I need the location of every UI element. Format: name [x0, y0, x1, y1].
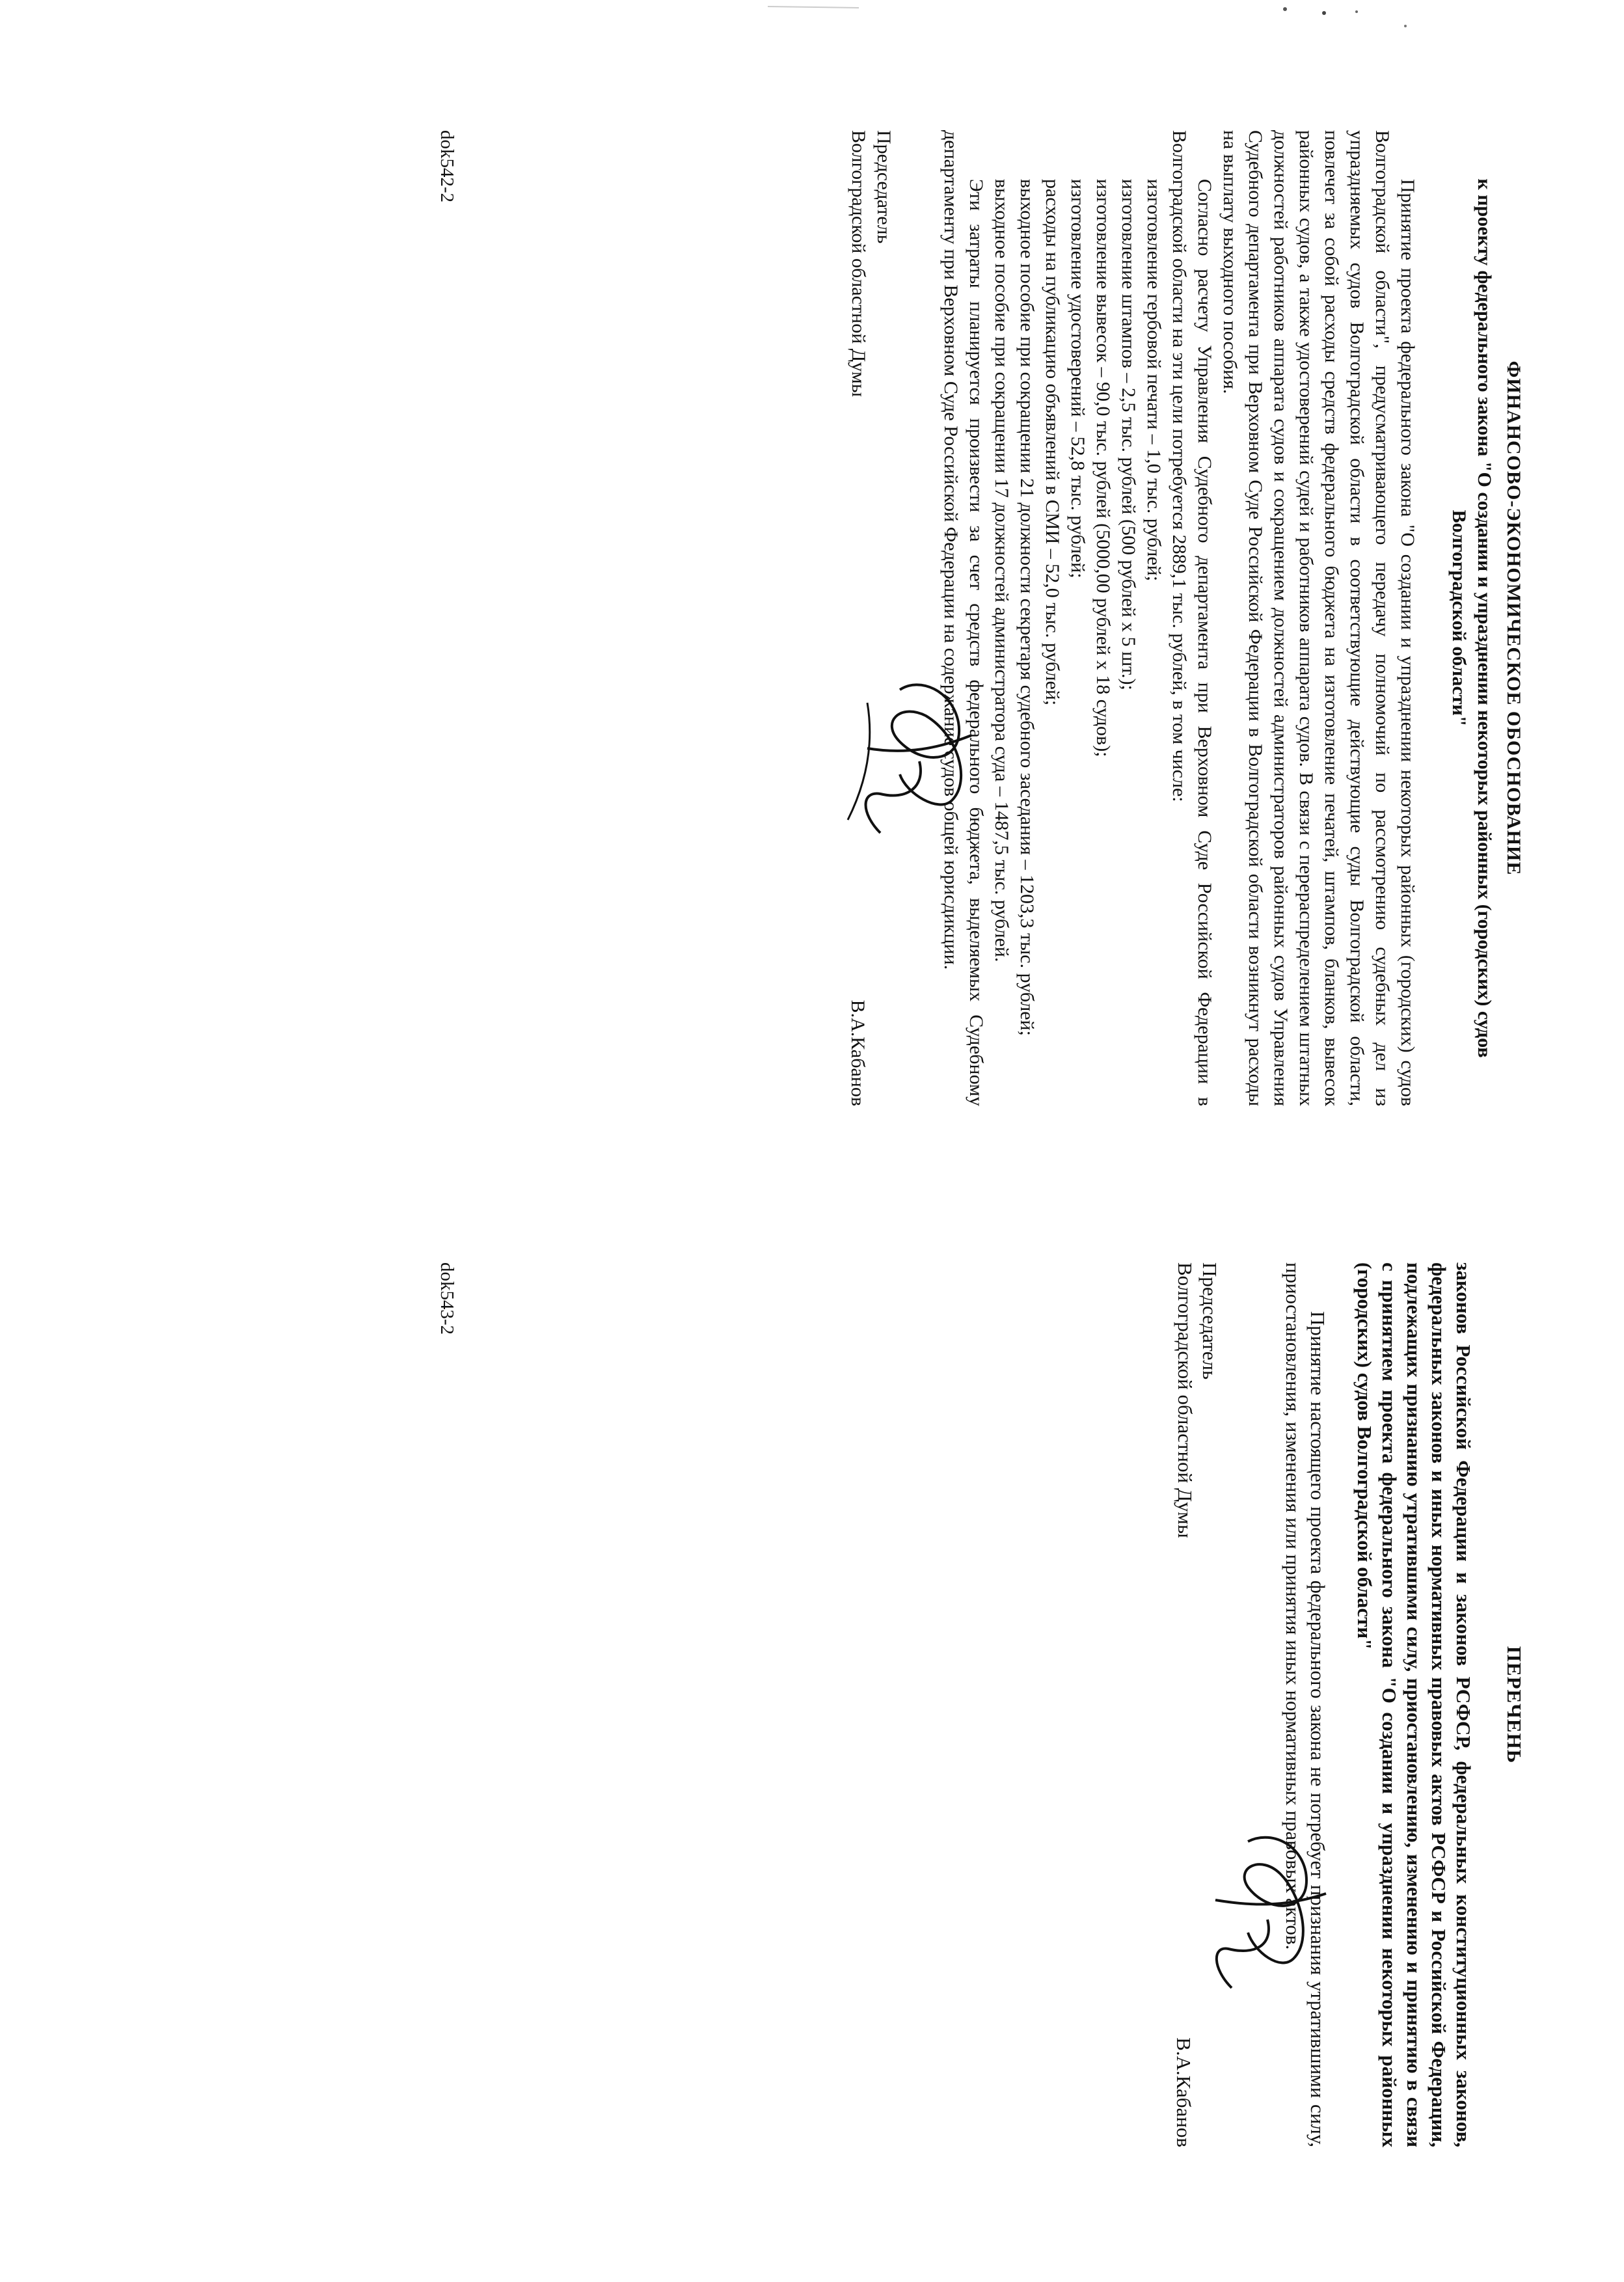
document-subtitle: к проекту федерального закона "О создании и упразднении некоторых районных (городских) судов Волгоградской области": [1448, 178, 1495, 1058]
closing-paragraph: Эти затраты планируется произвести за счет средств федерального бюджета, выделяемых Судебному департаменту при Верховном Суде Российской Федерации на содержание судов общей юрисдикции.: [940, 130, 987, 1106]
signature-block: [1144, 1262, 1222, 2147]
list-of-legal-acts: [437, 1262, 1526, 2147]
cost-item: изготовление гербовой печати – 1,0 тыс. рублей;: [1143, 179, 1165, 582]
cost-item: выходное пособие при сокращении 17 должностей администратора суда – 1487,5 тыс. рублей.: [991, 179, 1012, 962]
body-paragraph: Принятие настоящего проекта федерального закона не потребует признания утратившими силу, приостановления, изменения или принятия иных нормативных правовых актов.: [1282, 1262, 1329, 2147]
handwritten-signature: [822, 664, 997, 852]
signatory-title: Председатель: [1198, 1262, 1221, 1380]
signature-block: [819, 130, 897, 1106]
cost-item: выходное пособие при сокращении 21 должности секретаря судебного заседания – 1203,3 тыс. рублей;: [1016, 179, 1038, 1037]
signatory-organization: Волгоградской областной Думы: [1174, 1262, 1197, 1538]
handwritten-signature: [1176, 1815, 1352, 2004]
financial-economic-justification: [437, 130, 1526, 1106]
signatory-organization: Волгоградской областной Думы: [848, 130, 869, 397]
document-id: dok543-2: [437, 1262, 457, 1335]
body-paragraph: Согласно расчету Управления Судебного департамента при Верховном Суде Российской Федерации в Волгоградской области на эти цели потребуется 2889,1 тыс. рублей, в том числе:: [1169, 130, 1215, 1106]
signatory-name: В.А.Кабанов: [847, 999, 869, 1106]
signatory-name: В.А.Кабанов: [1172, 2037, 1195, 2147]
cost-item: расходы на публикацию объявлений в СМИ – 52,0 тыс. рублей;: [1042, 179, 1063, 706]
document-title: ПЕРЕЧЕНЬ: [1503, 1646, 1526, 1764]
document-title: ФИНАНСОВО-ЭКОНОМИЧЕСКОЕ ОБОСНОВАНИЕ: [1503, 360, 1524, 876]
body-paragraph: Принятие проекта федерального закона "О создании и упразднении некоторых районных (городских) судов Волгоградской области", предусматривающего передачу полномочий по рассмотрению судебных дел из упраздняемых судов Волгоградской области в соответствующие действующие суды Волгоградской области, повлечет за собой расходы средств федерального бюджета на изготовление печатей, штампов, бланков, вывесок районных судов, а также удостоверений судей и работников аппарата судов. В связи с перераспределением штатных должностей работников аппарата судов и сокращением должностей администраторов районных судов Управления Судебного департамента при Верховном Суде Российской Федерации в Волгоградской области возникнут расходы на выплату выходного пособия.: [1219, 130, 1418, 1106]
signatory-title: Председатель: [873, 130, 895, 244]
signatory-position: [846, 130, 897, 397]
cost-item: изготовление удостоверений – 52,8 тыс. рублей;: [1067, 179, 1089, 578]
cost-item: изготовление штампов – 2,5 тыс. рублей (500 рублей x 5 шт.);: [1118, 179, 1139, 690]
signatory-position: [1172, 1262, 1222, 1538]
document-heading: законов Российской Федерации и законов РСФСР, федеральных конституционных законов, федеральных законов и иных нормативных правовых актов РСФСР и Российской Федерации, подлежащих признанию утратившими силу, приостановлению, изменению и принятию в связи с принятием проекта федерального закона "О создании и упразднении некоторых районных (городских) судов Волгоградской области": [1353, 1262, 1475, 2147]
cost-item: изготовление вывесок – 90,0 тыс. рублей (5000,00 рублей x 18 судов);: [1092, 179, 1114, 757]
document-id: dok542-2: [437, 130, 457, 203]
